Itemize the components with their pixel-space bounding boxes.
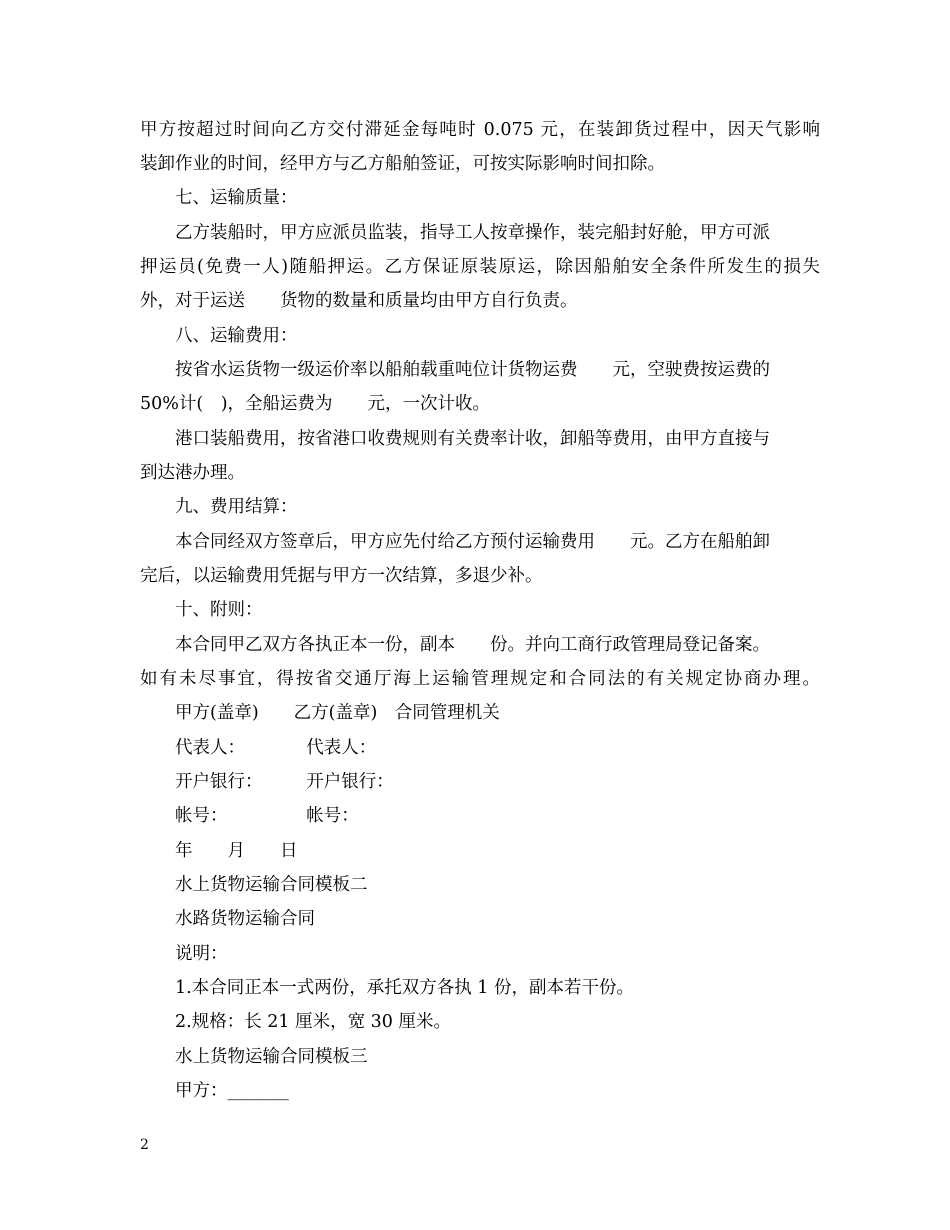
body-line: 本合同经双方签章后，甲方应先付给乙方预付运输费用 元。乙方在船舶卸 xyxy=(175,532,770,552)
body-line: 按省水运货物一级运价率以船舶载重吨位计货物运费 元，空驶费按运费的 xyxy=(175,360,770,380)
body-line: 押运员(免费一人)随船押运。乙方保证原装原运，除因船舶安全条件所发生的损失 xyxy=(140,257,820,277)
note-item: 1.本合同正本一式两份，承托双方各执 1 份，副本若干份。 xyxy=(175,978,634,998)
body-line: 甲方按超过时间向乙方交付滞延金每吨时 0.075 元，在装卸货过程中，因天气影响 xyxy=(140,120,820,140)
signature-line: 代表人： 代表人： xyxy=(175,738,377,758)
section-heading: 九、费用结算： xyxy=(175,497,298,517)
body-line: 外，对于运送 货物的数量和质量均由甲方自行负责。 xyxy=(140,291,578,311)
body-line: 50%计( )，全船运费为 元，一次计收。 xyxy=(140,394,491,414)
party-a-line: 甲方：_______ xyxy=(175,1081,289,1101)
page-number: 2 xyxy=(140,1137,149,1153)
date-line: 年 月 日 xyxy=(175,841,298,861)
template-title: 水上货物运输合同模板二 xyxy=(175,875,368,895)
section-heading: 八、运输费用： xyxy=(175,326,298,346)
note-item: 2.规格：长 21 厘米，宽 30 厘米。 xyxy=(175,1012,451,1032)
body-line: 港口装船费用，按省港口收费规则有关费率计收，卸船等费用，由甲方直接与 xyxy=(175,429,770,449)
signature-line: 开户银行： 开户银行： xyxy=(175,772,394,792)
template-title: 水上货物运输合同模板三 xyxy=(175,1047,368,1067)
contract-title: 水路货物运输合同 xyxy=(175,909,315,929)
body-line: 如有未尽事宜，得按省交通厅海上运输管理规定和合同法的有关规定协商办理。 xyxy=(140,669,820,689)
signature-line: 帐号： 帐号： xyxy=(175,806,359,826)
body-line: 完后，以运输费用凭据与甲方一次结算，多退少补。 xyxy=(140,566,543,586)
notes-heading: 说明： xyxy=(175,944,228,964)
body-line: 到达港办理。 xyxy=(140,463,245,483)
body-line: 本合同甲乙双方各执正本一份，副本 份。并向工商行政管理局登记备案。 xyxy=(175,635,770,655)
signature-line: 甲方(盖章) 乙方(盖章) 合同管理机关 xyxy=(175,703,500,723)
body-line: 装卸作业的时间，经甲方与乙方船舶签证，可按实际影响时间扣除。 xyxy=(140,154,665,174)
body-line: 乙方装船时，甲方应派员监装，指导工人按章操作，装完船封好舱，甲方可派 xyxy=(175,223,770,243)
section-heading: 七、运输质量： xyxy=(175,188,298,208)
section-heading: 十、附则： xyxy=(175,600,263,620)
